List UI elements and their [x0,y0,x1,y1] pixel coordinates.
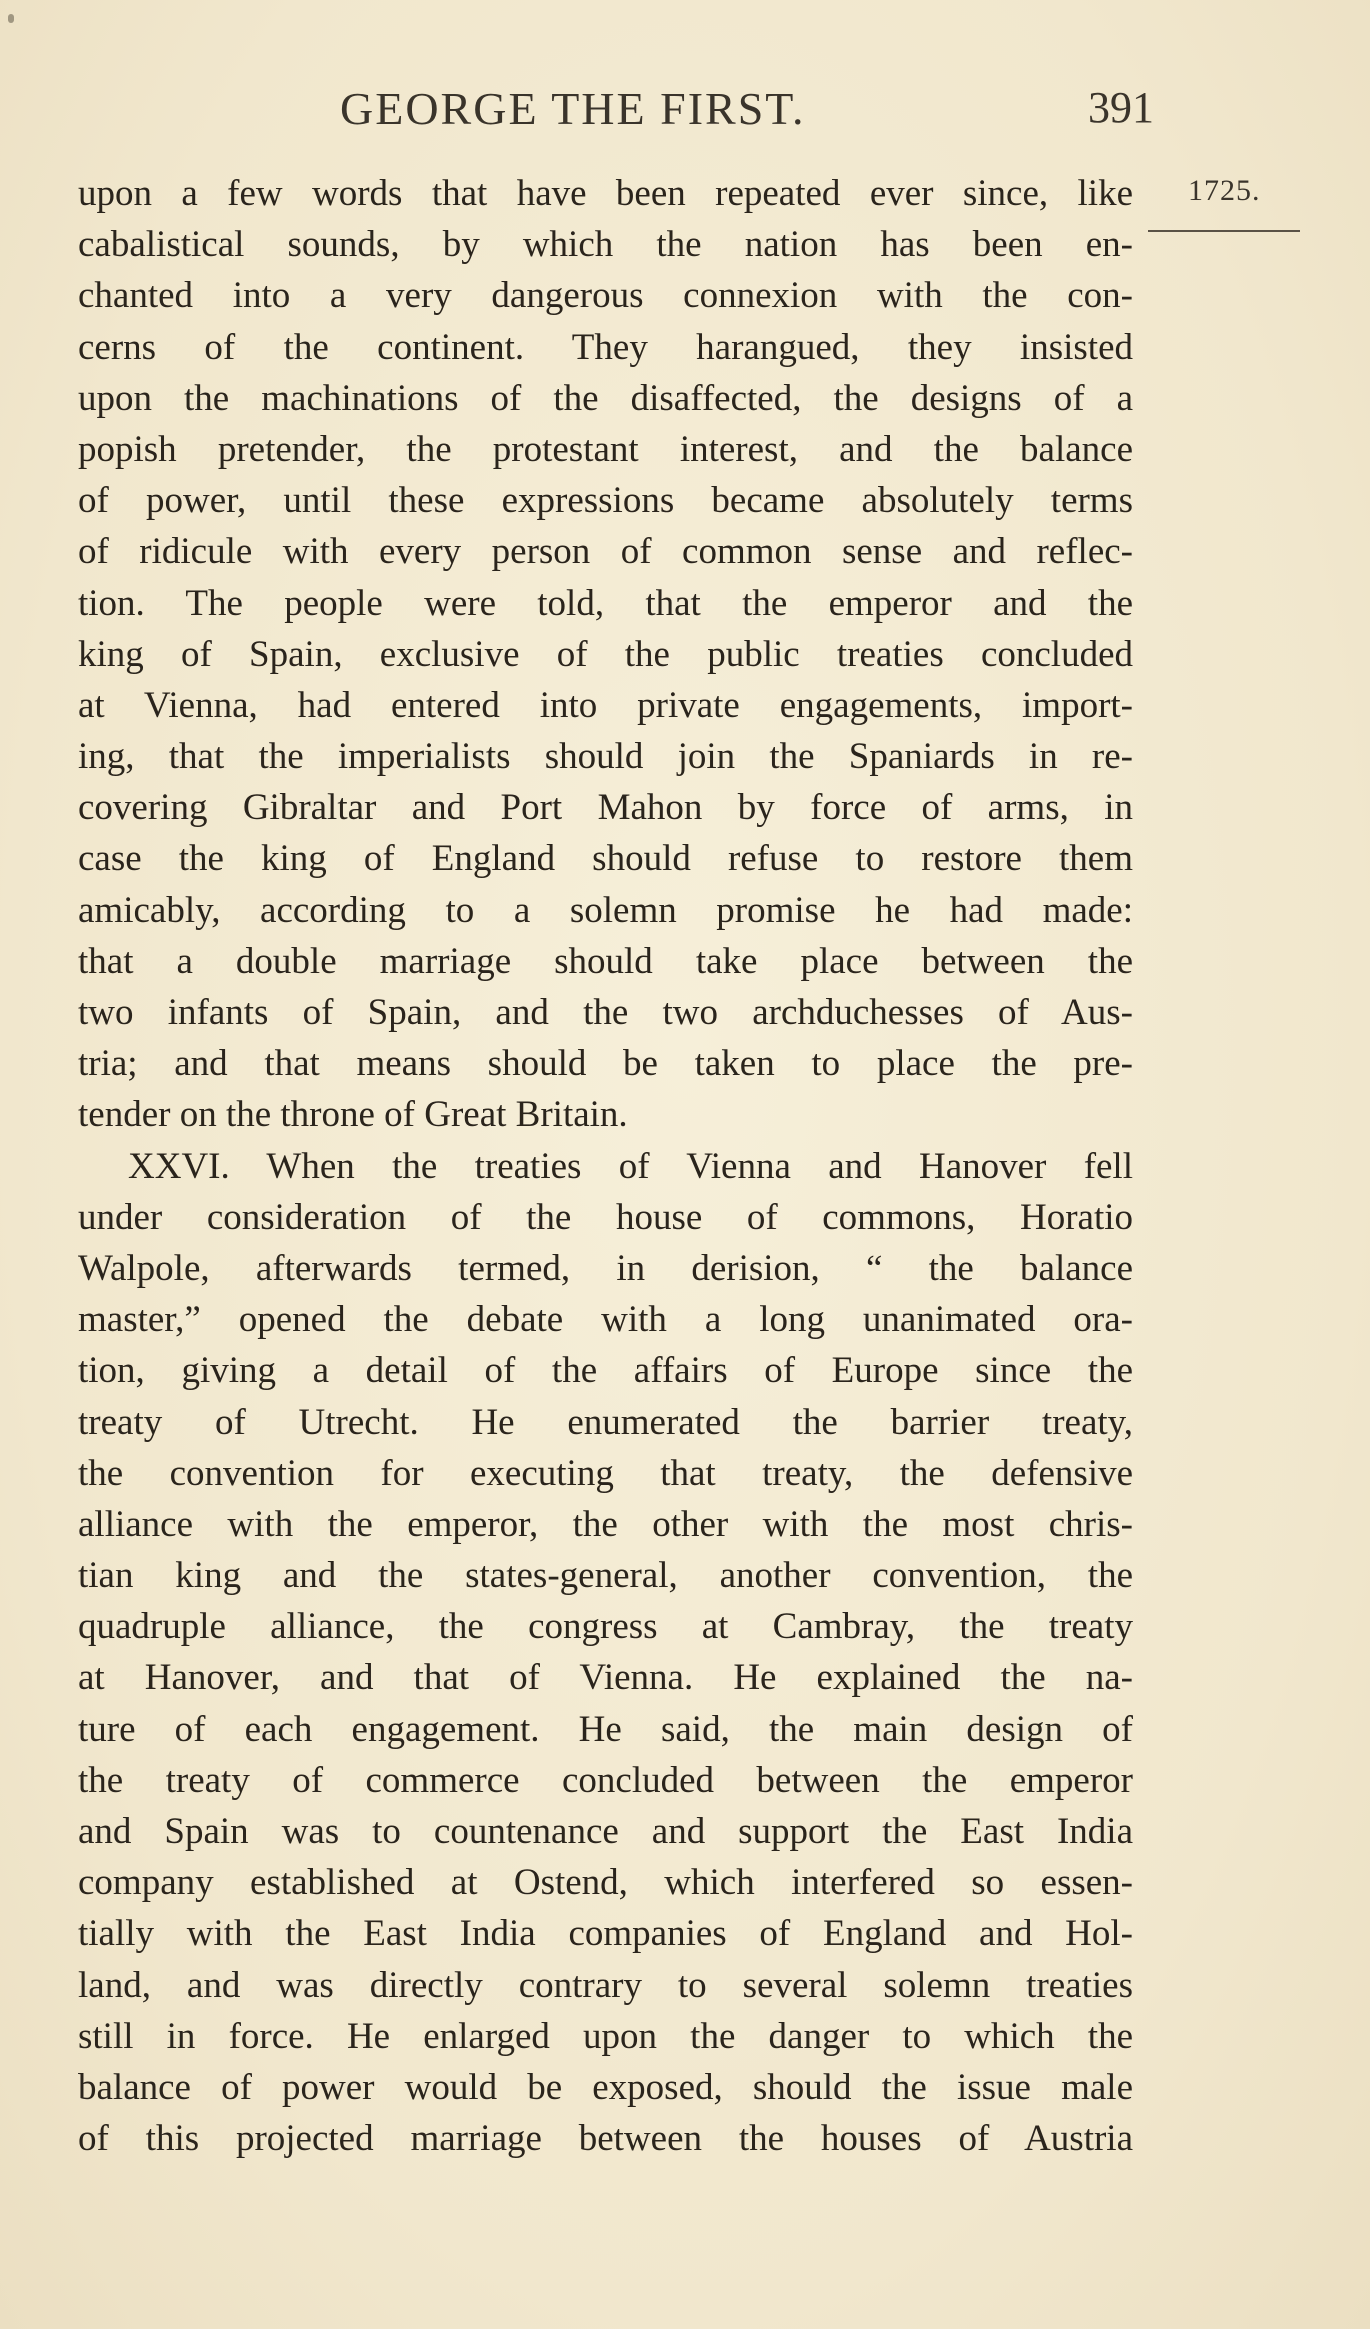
text-line: of ridicule with every person of common sense and reflec- [78,531,1133,573]
page-header [0,82,1370,142]
body-text [78,168,1133,2164]
text-line: Walpole, afterwards termed, in derision, “ the balance [78,1247,1133,1289]
text-line: company established at Ostend, which interfered so essen- [78,1862,1133,1904]
paragraph-end-line: tender on the throne of Great Britain. [78,1094,628,1136]
text-line: at Hanover, and that of Vienna. He explained the na- [78,1657,1133,1699]
text-line: and Spain was to countenance and support the East India [78,1811,1133,1852]
text-line: of power, until these expressions became absolutely terms [78,480,1133,522]
text-line: of this projected marriage between the houses of Austria [78,2118,1133,2160]
text-line: ture of each engagement. He said, the main design of [78,1708,1133,1750]
text-line: popish pretender, the protestant interest, and the balance [78,428,1133,470]
text-line: tian king and the states-general, another convention, the [78,1555,1133,1597]
text-line: case the king of England should refuse to restore them [78,838,1133,880]
text-line: upon a few words that have been repeated ever since, like [78,173,1133,214]
text-line: master,” opened the debate with a long unanimated ora- [78,1299,1133,1341]
text-line: two infants of Spain, and the two archduchesses of Aus- [78,992,1133,1033]
text-line: cabalistical sounds, by which the nation has been en- [78,224,1133,266]
text-line: the treaty of commerce concluded between the emperor [78,1759,1133,1801]
text-line: tially with the East India companies of England and Hol- [78,1913,1133,1955]
text-line: still in force. He enlarged upon the danger to which the [78,2015,1133,2057]
text-line: tion, giving a detail of the affairs of Europe since the [78,1350,1133,1392]
text-line: at Vienna, had entered into private engagements, import- [78,684,1133,726]
text-line: cerns of the continent. They harangued, they insisted [78,326,1133,368]
text-line: covering Gibraltar and Port Mahon by force of arms, in [78,787,1133,829]
text-line: land, and was directly contrary to several solemn treaties [78,1964,1133,2006]
page-number: 391 [1088,83,1154,132]
text-line: tria; and that means should be taken to place the pre- [78,1043,1133,1085]
margin-year-note: 1725. [1188,174,1261,207]
section-start-line: XXVI. When the treaties of Vienna and Hanover fell [128,1145,1133,1187]
ink-speck [8,14,14,23]
text-line: chanted into a very dangerous connexion with the con- [78,275,1133,317]
text-line: king of Spain, exclusive of the public treaties concluded [78,633,1133,675]
running-title: GEORGE THE FIRST. [340,83,806,134]
text-line: balance of power would be exposed, should the issue male [78,2066,1133,2108]
text-line: the convention for executing that treaty, the defensive [78,1452,1133,1494]
text-line: under consideration of the house of commons, Horatio [78,1196,1133,1238]
text-line: amicably, according to a solemn promise he had made: [78,889,1133,931]
text-line: quadruple alliance, the congress at Cambray, the treaty [78,1606,1133,1648]
text-line: treaty of Utrecht. He enumerated the barrier treaty, [78,1401,1133,1443]
text-line: upon the machinations of the disaffected, the designs of a [78,377,1133,419]
text-line: that a double marriage should take place between the [78,940,1133,982]
text-line: alliance with the emperor, the other with the most chris- [78,1503,1133,1545]
margin-rule-divider [1148,230,1300,232]
text-line: tion. The people were told, that the emperor and the [78,582,1133,624]
text-line: ing, that the imperialists should join the Spaniards in re- [78,736,1133,778]
